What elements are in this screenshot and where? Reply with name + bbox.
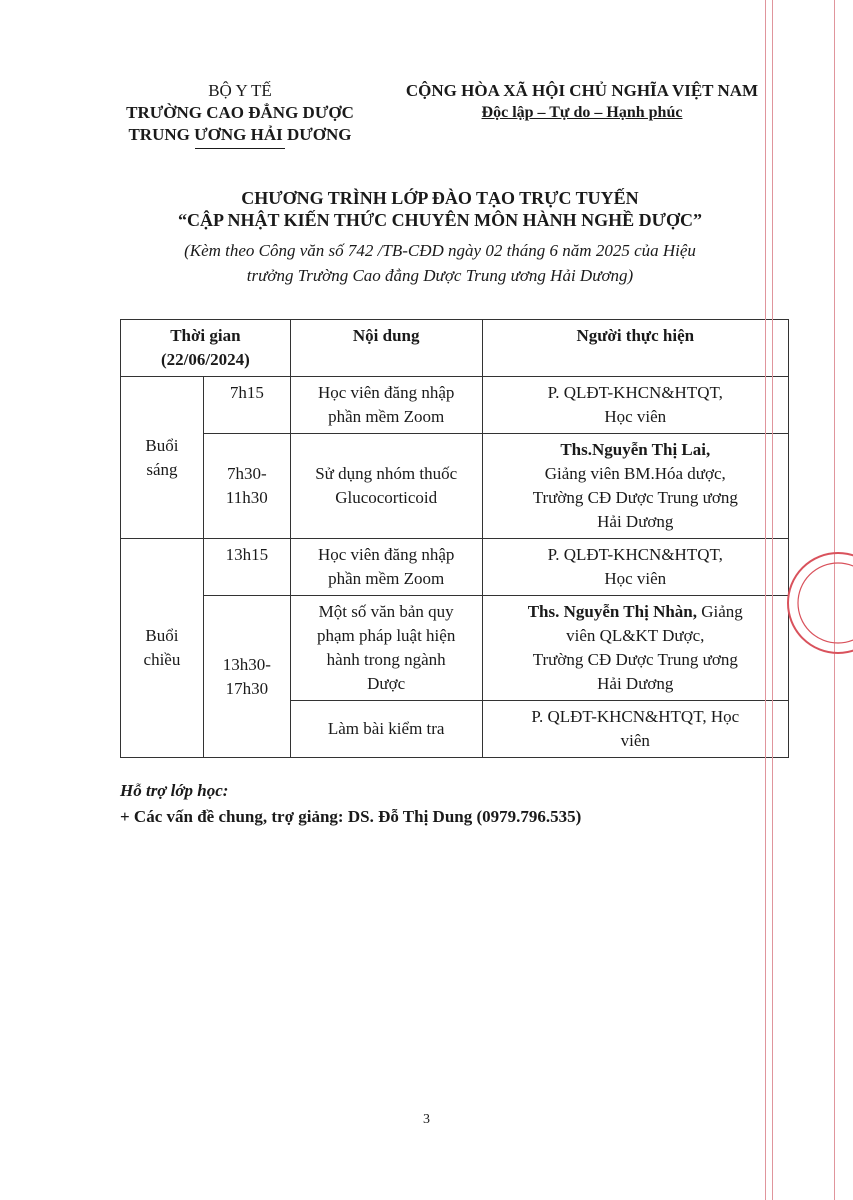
presenter-text: P. QLĐT-KHCN&HTQT, Học xyxy=(531,707,740,726)
presenter-name: Ths. Nguyễn Thị Nhàn, xyxy=(527,602,698,621)
time-text: 17h30 xyxy=(225,678,269,698)
content-text: Một số văn bản quy xyxy=(318,602,454,621)
presenter-text: Trường CĐ Dược Trung ương xyxy=(532,650,738,669)
content-cell: Làm bài kiểm tra xyxy=(290,701,482,758)
content-cell xyxy=(290,596,482,701)
presenter-text: Học viên xyxy=(604,569,667,588)
presenter-cell xyxy=(482,701,788,758)
table-row xyxy=(121,377,789,434)
time-text: 11h30 xyxy=(225,488,268,507)
presenter-text: Hải Dương xyxy=(597,674,674,693)
school-name-line2: TRUNG ƯƠNG HẢI DƯƠNG xyxy=(128,125,352,144)
header-time-label: Thời gian xyxy=(170,326,241,345)
seal-inner-ring xyxy=(798,563,853,643)
content-text: Sử dụng nhóm thuốc xyxy=(315,464,458,483)
time-cell: 13h15 xyxy=(203,539,290,596)
session-label: chiều xyxy=(143,650,181,669)
content-text: phần mềm Zoom xyxy=(328,569,445,588)
content-cell xyxy=(290,434,482,539)
table-row xyxy=(121,596,789,701)
session-label: sáng xyxy=(146,459,178,479)
content-text: phần mềm Zoom xyxy=(328,407,445,426)
program-title-line1: CHƯƠNG TRÌNH LỚP ĐÀO TẠO TRỰC TUYẾN xyxy=(241,188,639,208)
table-header-row xyxy=(121,320,789,377)
ministry-name: BỘ Y TẾ xyxy=(208,81,272,100)
subtitle-line1: (Kèm theo Công văn số 742 /TB-CĐD ngày 02 tháng 6 năm 2025 của Hiệu xyxy=(184,241,696,260)
content-text: Học viên đăng nhập xyxy=(317,383,455,402)
page-number: 3 xyxy=(423,1112,430,1127)
motto: Độc lập – Tự do – Hạnh phúc xyxy=(481,104,683,121)
red-margin-line xyxy=(765,0,766,1200)
session-label: Buổi xyxy=(145,626,179,645)
time-cell xyxy=(203,434,290,539)
header-date-label: (22/06/2024) xyxy=(161,350,250,369)
support-heading: Hỗ trợ lớp học: xyxy=(120,781,229,800)
table-row xyxy=(121,434,789,539)
time-text: 13h30- xyxy=(222,654,271,674)
time-cell xyxy=(203,596,290,758)
presenter-cell xyxy=(482,377,788,434)
presenter-text: P. QLĐT-KHCN&HTQT, xyxy=(547,545,723,564)
presenter-text: Giảng viên BM.Hóa dược, xyxy=(544,464,726,483)
program-title-line2: “CẬP NHẬT KIẾN THỨC CHUYÊN MÔN HÀNH NGHỀ DƯỢC” xyxy=(177,210,703,230)
presenter-text: Hải Dương xyxy=(597,512,674,531)
presenter-text: Giảng xyxy=(697,602,743,621)
session-label: Buổi xyxy=(145,435,179,455)
header-right xyxy=(382,80,782,124)
content-text: Học viên đăng nhập xyxy=(317,545,455,564)
time-text: 7h30- xyxy=(227,464,267,483)
presenter-cell xyxy=(482,539,788,596)
content-text: Dược xyxy=(367,674,406,693)
presenter-cell xyxy=(482,434,788,539)
country-name: CỘNG HÒA XÃ HỘI CHỦ NGHĨA VIỆT NAM xyxy=(405,81,759,100)
header-left-underline xyxy=(195,148,285,149)
school-name-line1: TRƯỜNG CAO ĐẲNG DƯỢC xyxy=(126,103,354,122)
header-presenter: Người thực hiện xyxy=(482,320,788,377)
presenter-text: Trường CĐ Dược Trung ương xyxy=(532,488,738,507)
presenter-text: viên QL&KT Dược, xyxy=(566,626,705,645)
content-text: hành trong ngành xyxy=(326,650,446,669)
presenter-text: viên xyxy=(620,731,650,750)
table-row xyxy=(121,539,789,596)
content-text: phạm pháp luật hiện xyxy=(317,626,456,645)
class-support xyxy=(120,778,581,830)
schedule-table xyxy=(120,319,789,758)
content-cell xyxy=(290,377,482,434)
header-left xyxy=(100,80,380,149)
presenter-cell xyxy=(482,596,788,701)
presenter-text: P. QLĐT-KHCN&HTQT, xyxy=(547,383,723,402)
session-morning xyxy=(121,377,204,539)
time-cell: 7h15 xyxy=(203,377,290,434)
red-margin-line xyxy=(772,0,773,1200)
subtitle-line2: trưởng Trường Cao đẳng Dược Trung ương Hải Dương) xyxy=(246,266,634,285)
presenter-text: Học viên xyxy=(604,407,667,426)
presenter-name-line xyxy=(489,600,782,624)
header-content: Nội dung xyxy=(290,320,482,377)
content-text: Glucocorticoid xyxy=(335,488,438,507)
header-time xyxy=(121,320,291,377)
support-line: + Các vấn đề chung, trợ giảng: DS. Đỗ Thị Dung (0979.796.535) xyxy=(120,807,582,826)
program-subtitle xyxy=(100,238,780,288)
content-cell xyxy=(290,539,482,596)
presenter-name: Ths.Nguyễn Thị Lai, xyxy=(560,440,711,459)
official-seal-partial xyxy=(783,548,853,658)
session-afternoon xyxy=(121,539,204,758)
